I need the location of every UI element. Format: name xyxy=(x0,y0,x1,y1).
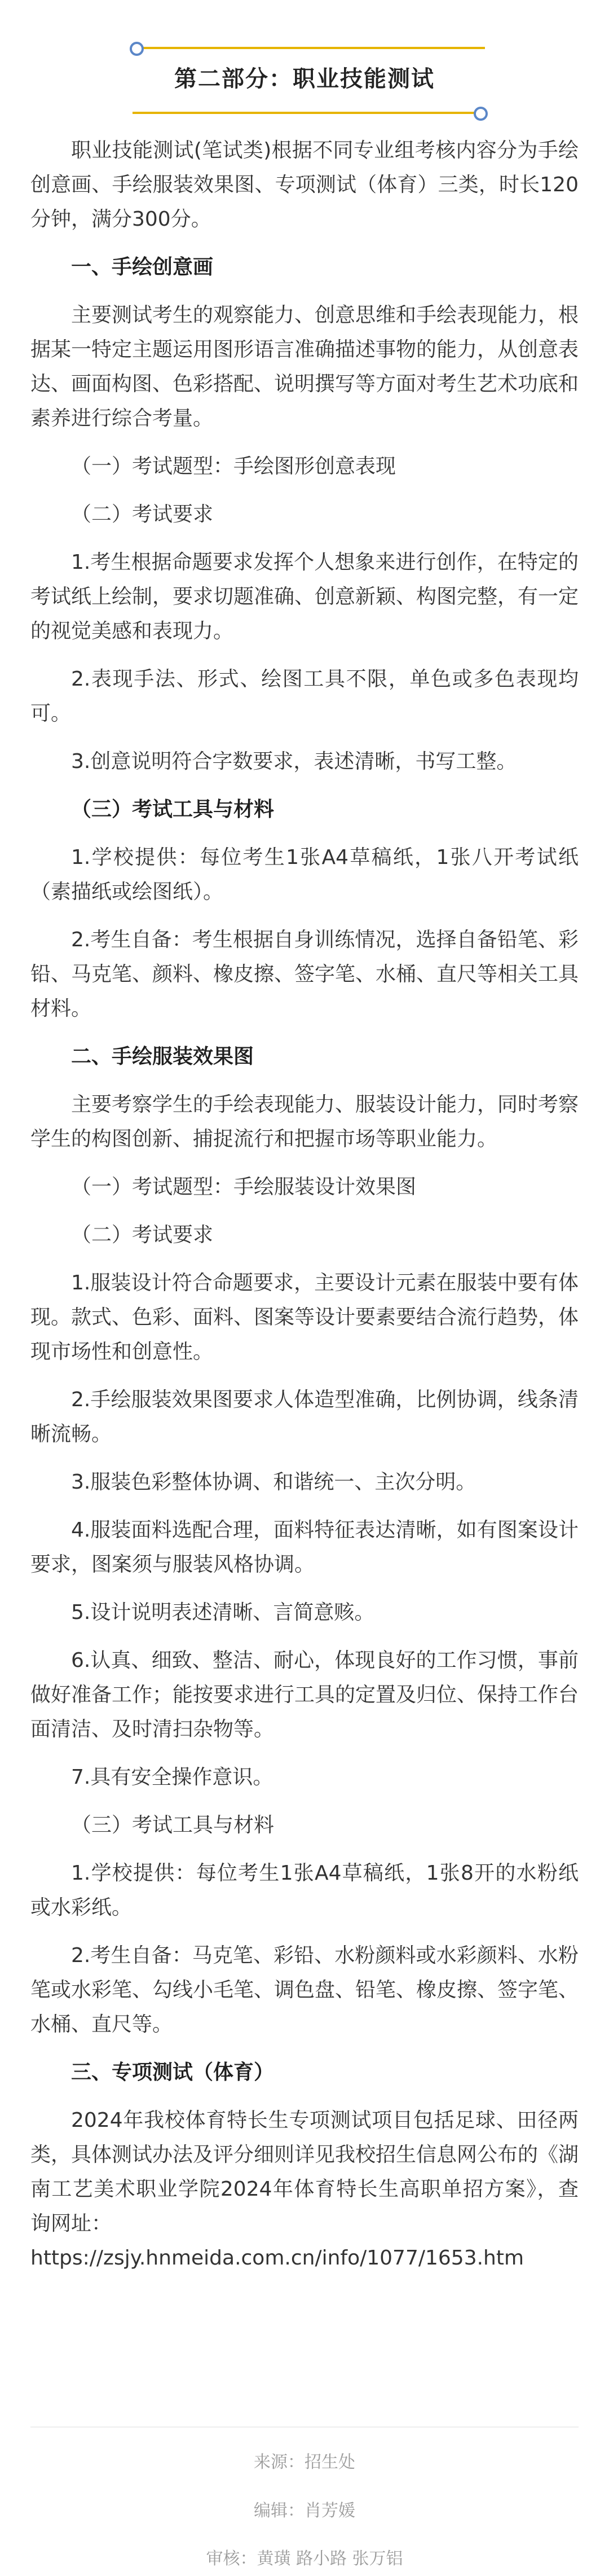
part3-heading: 三、专项测试（体育） xyxy=(71,2061,275,2084)
part2-requirements-heading: （二）考试要求 xyxy=(71,1223,214,1247)
footer-reviewer: 审核：黄璜 路小路 张万铝 xyxy=(206,2549,403,2569)
part2-requirement: 1.服装设计符合命题要求，主要设计元素在服装中要有体现。款式、色彩、面料、图案等设计要素要结合流行趋势，体现市场性和创意性。 xyxy=(30,1271,579,1363)
part1-requirement: 1.考生根据命题要求发挥个人想象来进行创作，在特定的考试纸上绘制，要求切题准确、创意新颖、构图完整，有一定的视觉美感和表现力。 xyxy=(30,551,579,643)
part2-requirement: 7.具有安全操作意识。 xyxy=(71,1766,273,1789)
section-header xyxy=(0,0,609,135)
part2-tool-item: 2.考生自备：马克笔、彩铅、水粉颜料或水彩颜料、水粉笔或水彩笔、勾线小毛笔、调色盘、铅笔、橡皮擦、签字笔、水桶、直尺等。 xyxy=(30,1944,579,2036)
section-title: 第二部分：职业技能测试 xyxy=(174,66,435,92)
part2-tool-item: 1.学校提供：每位考生1张A4草稿纸，1张8开的水粉纸或水彩纸。 xyxy=(30,1862,579,1919)
part1-requirement: 3.创意说明符合字数要求，表述清晰，书写工整。 xyxy=(71,750,517,773)
part2-requirement: 6.认真、细致、整洁、耐心，体现良好的工作习惯，事前做好准备工作；能按要求进行工具的定置及归位、保持工作台面清洁、及时清扫杂物等。 xyxy=(30,1649,579,1741)
header-dot-left xyxy=(130,42,144,56)
part1-description: 主要测试考生的观察能力、创意思维和手绘表现能力，根据某一特定主题运用图形语言准确描述事物的能力，从创意表达、画面构图、色彩搭配、说明撰写等方面对考生艺术功底和素养进行综合考量。 xyxy=(30,304,579,430)
query-url-link[interactable]: https://zsjy.hnmeida.com.cn/info/1077/1653.htm xyxy=(30,2246,524,2270)
part2-description: 主要考察学生的手绘表现能力、服装设计能力，同时考察学生的构图创新、捕捉流行和把握市场等职业能力。 xyxy=(30,1093,579,1151)
footer-editor: 编辑：肖芳媛 xyxy=(254,2501,355,2521)
part1-tools-heading: （三）考试工具与材料 xyxy=(71,798,275,821)
part1-requirement: 2.表现手法、形式、绘图工具不限，单色或多色表现均可。 xyxy=(30,668,579,725)
part2-requirement: 3.服装色彩整体协调、和谐统一、主次分明。 xyxy=(71,1471,476,1494)
part2-requirement: 2.手绘服装效果图要求人体造型准确，比例协调，线条清晰流畅。 xyxy=(30,1388,579,1446)
part3-description: 2024年我校体育特长生专项测试项目包括足球、田径两类，具体测试办法及评分细则详见我校招生信息网公布的《湖南工艺美术职业学院2024年体育特长生高职单招方案》，查询网址： xyxy=(30,2109,579,2235)
header-dot-right xyxy=(474,107,488,121)
part1-tool-item: 1.学校提供：每位考生1张A4草稿纸，1张八开考试纸（素描纸或绘图纸）。 xyxy=(30,846,579,903)
part2-tools-heading: （三）考试工具与材料 xyxy=(71,1814,275,1837)
header-bottom-line xyxy=(133,112,482,114)
part1-heading: 一、手绘创意画 xyxy=(71,256,214,279)
footer-divider xyxy=(30,2426,579,2428)
part1-requirements-heading: （二）考试要求 xyxy=(71,503,214,526)
part2-exam-type: （一）考试题型：手绘服装设计效果图 xyxy=(71,1175,417,1199)
header-top-line xyxy=(135,47,485,49)
part1-tool-item: 2.考生自备：考生根据自身训练情况，选择自备铅笔、彩铅、马克笔、颜料、橡皮擦、签字笔、水桶、直尺等相关工具材料。 xyxy=(30,928,579,1020)
footer-source: 来源：招生处 xyxy=(254,2452,355,2472)
intro-paragraph: 职业技能测试(笔试类)根据不同专业组考核内容分为手绘创意画、手绘服装效果图、专项测试（体育）三类，时长120分钟，满分300分。 xyxy=(30,139,579,231)
part1-exam-type: （一）考试题型：手绘图形创意表现 xyxy=(71,455,396,478)
part2-requirement: 4.服装面料选配合理，面料特征表达清晰，如有图案设计要求，图案须与服装风格协调。 xyxy=(30,1519,579,1576)
part2-requirement: 5.设计说明表述清晰、言简意赅。 xyxy=(71,1601,375,1624)
article-body xyxy=(30,133,579,2289)
part2-heading: 二、手绘服装效果图 xyxy=(71,1045,254,1068)
